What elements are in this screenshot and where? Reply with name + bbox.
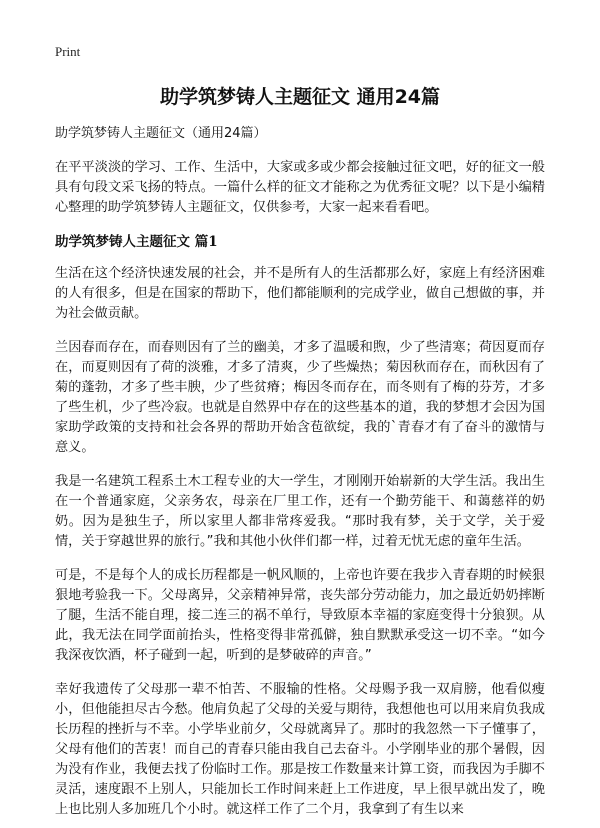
section-heading: 助学筑梦铸人主题征文 篇1: [55, 234, 218, 250]
body-paragraph: 可是，不是每个人的成长历程都是一帆风顺的，上帝也许要在我步入青春期的时候狠狠地考验我一下。父母离异，父亲精神异常，丧失部分劳动能力，加之最近奶奶摔断了腿，生活不能自理，接二连三的祸不单行，导致原本幸福的家庭变得十分狼狈。从此，我无法在同学面前抬头，性格变得非常孤僻，独自默默承受这一切不幸。“如今我深夜饮酒，杯子碰到一起，听到的是梦破碎的声音。”: [55, 568, 545, 663]
body-paragraph: 兰因春而存在，而春则因有了兰的幽美，才多了温暖和煦，少了些清寒；荷因夏而存在，而夏则因有了荷的淡雅，才多了清爽，少了些燥热；菊因秋而存在，而秋因有了菊的蓬勃，才多了些丰腴，少了些贫瘠；梅因冬而存在，而冬则有了梅的芬芳，才多了些生机，少了些冷寂。也就是自然界中存在的这些基本的道，我的梦想才会因为国家助学政策的支持和社会各界的帮助开始含苞欲绽，我的`青春才有了奋斗的激情与意义。: [55, 340, 545, 455]
document-subtitle: 助学筑梦铸人主题征文（通用24篇）: [55, 126, 267, 141]
body-paragraph: 幸好我遗传了父母那一辈不怕苦、不服输的性格。父母赐予我一双肩膀，他看似瘦小，但他能担尽古今愁。他肩负起了父母的关爱与期待，我想他也可以用来肩负我成长历程的挫折与不幸。小学毕业前夕，父母就离异了。那时的我忽然一下子懂事了，父母有他们的苦衷！而自己的青春只能由我自己去奋斗。小学刚毕业的那个暑假，因为没有作业，我便去找了份临时工作。那是按工作数量来计算工资，而我因为手脚不灵活，速度跟不上别人，只能加长工作时间来赶上工作进度，早上很早就出发了，晚上也比别人多加班几个小时。就这样工作了二个月，我拿到了有生以来: [55, 682, 545, 817]
body-paragraph: 我是一名建筑工程系土木工程专业的大一学生，才刚刚开始崭新的大学生活。我出生在一个普通家庭，父亲务农，母亲在厂里工作，还有一个勤劳能干、和蔼慈祥的奶奶。因为是独生子，所以家里人都非常疼爱我。“那时我有梦，关于文学，关于爱情，关于穿越世界的旅行。”我和其他小伙伴们都一样，过着无忧无虑的童年生活。: [55, 474, 545, 549]
body-paragraph: 生活在这个经济快速发展的社会，并不是所有人的生活都那么好，家庭上有经济困难的人有很多，但是在国家的帮助下，他们都能顺利的完成学业，做自己想做的事，并为社会做贡献。: [55, 266, 545, 321]
print-link[interactable]: Print: [55, 44, 81, 59]
document-title: 助学筑梦铸人主题征文 通用24篇: [159, 86, 441, 108]
intro-paragraph: 在平平淡淡的学习、工作、生活中，大家或多或少都会接触过征文吧，好的征文一般具有句段文采飞扬的特点。一篇什么样的征文才能称之为优秀征文呢？以下是小编精心整理的助学筑梦铸人主题征文，仅供参考，大家一起来看看吧。: [55, 160, 545, 215]
